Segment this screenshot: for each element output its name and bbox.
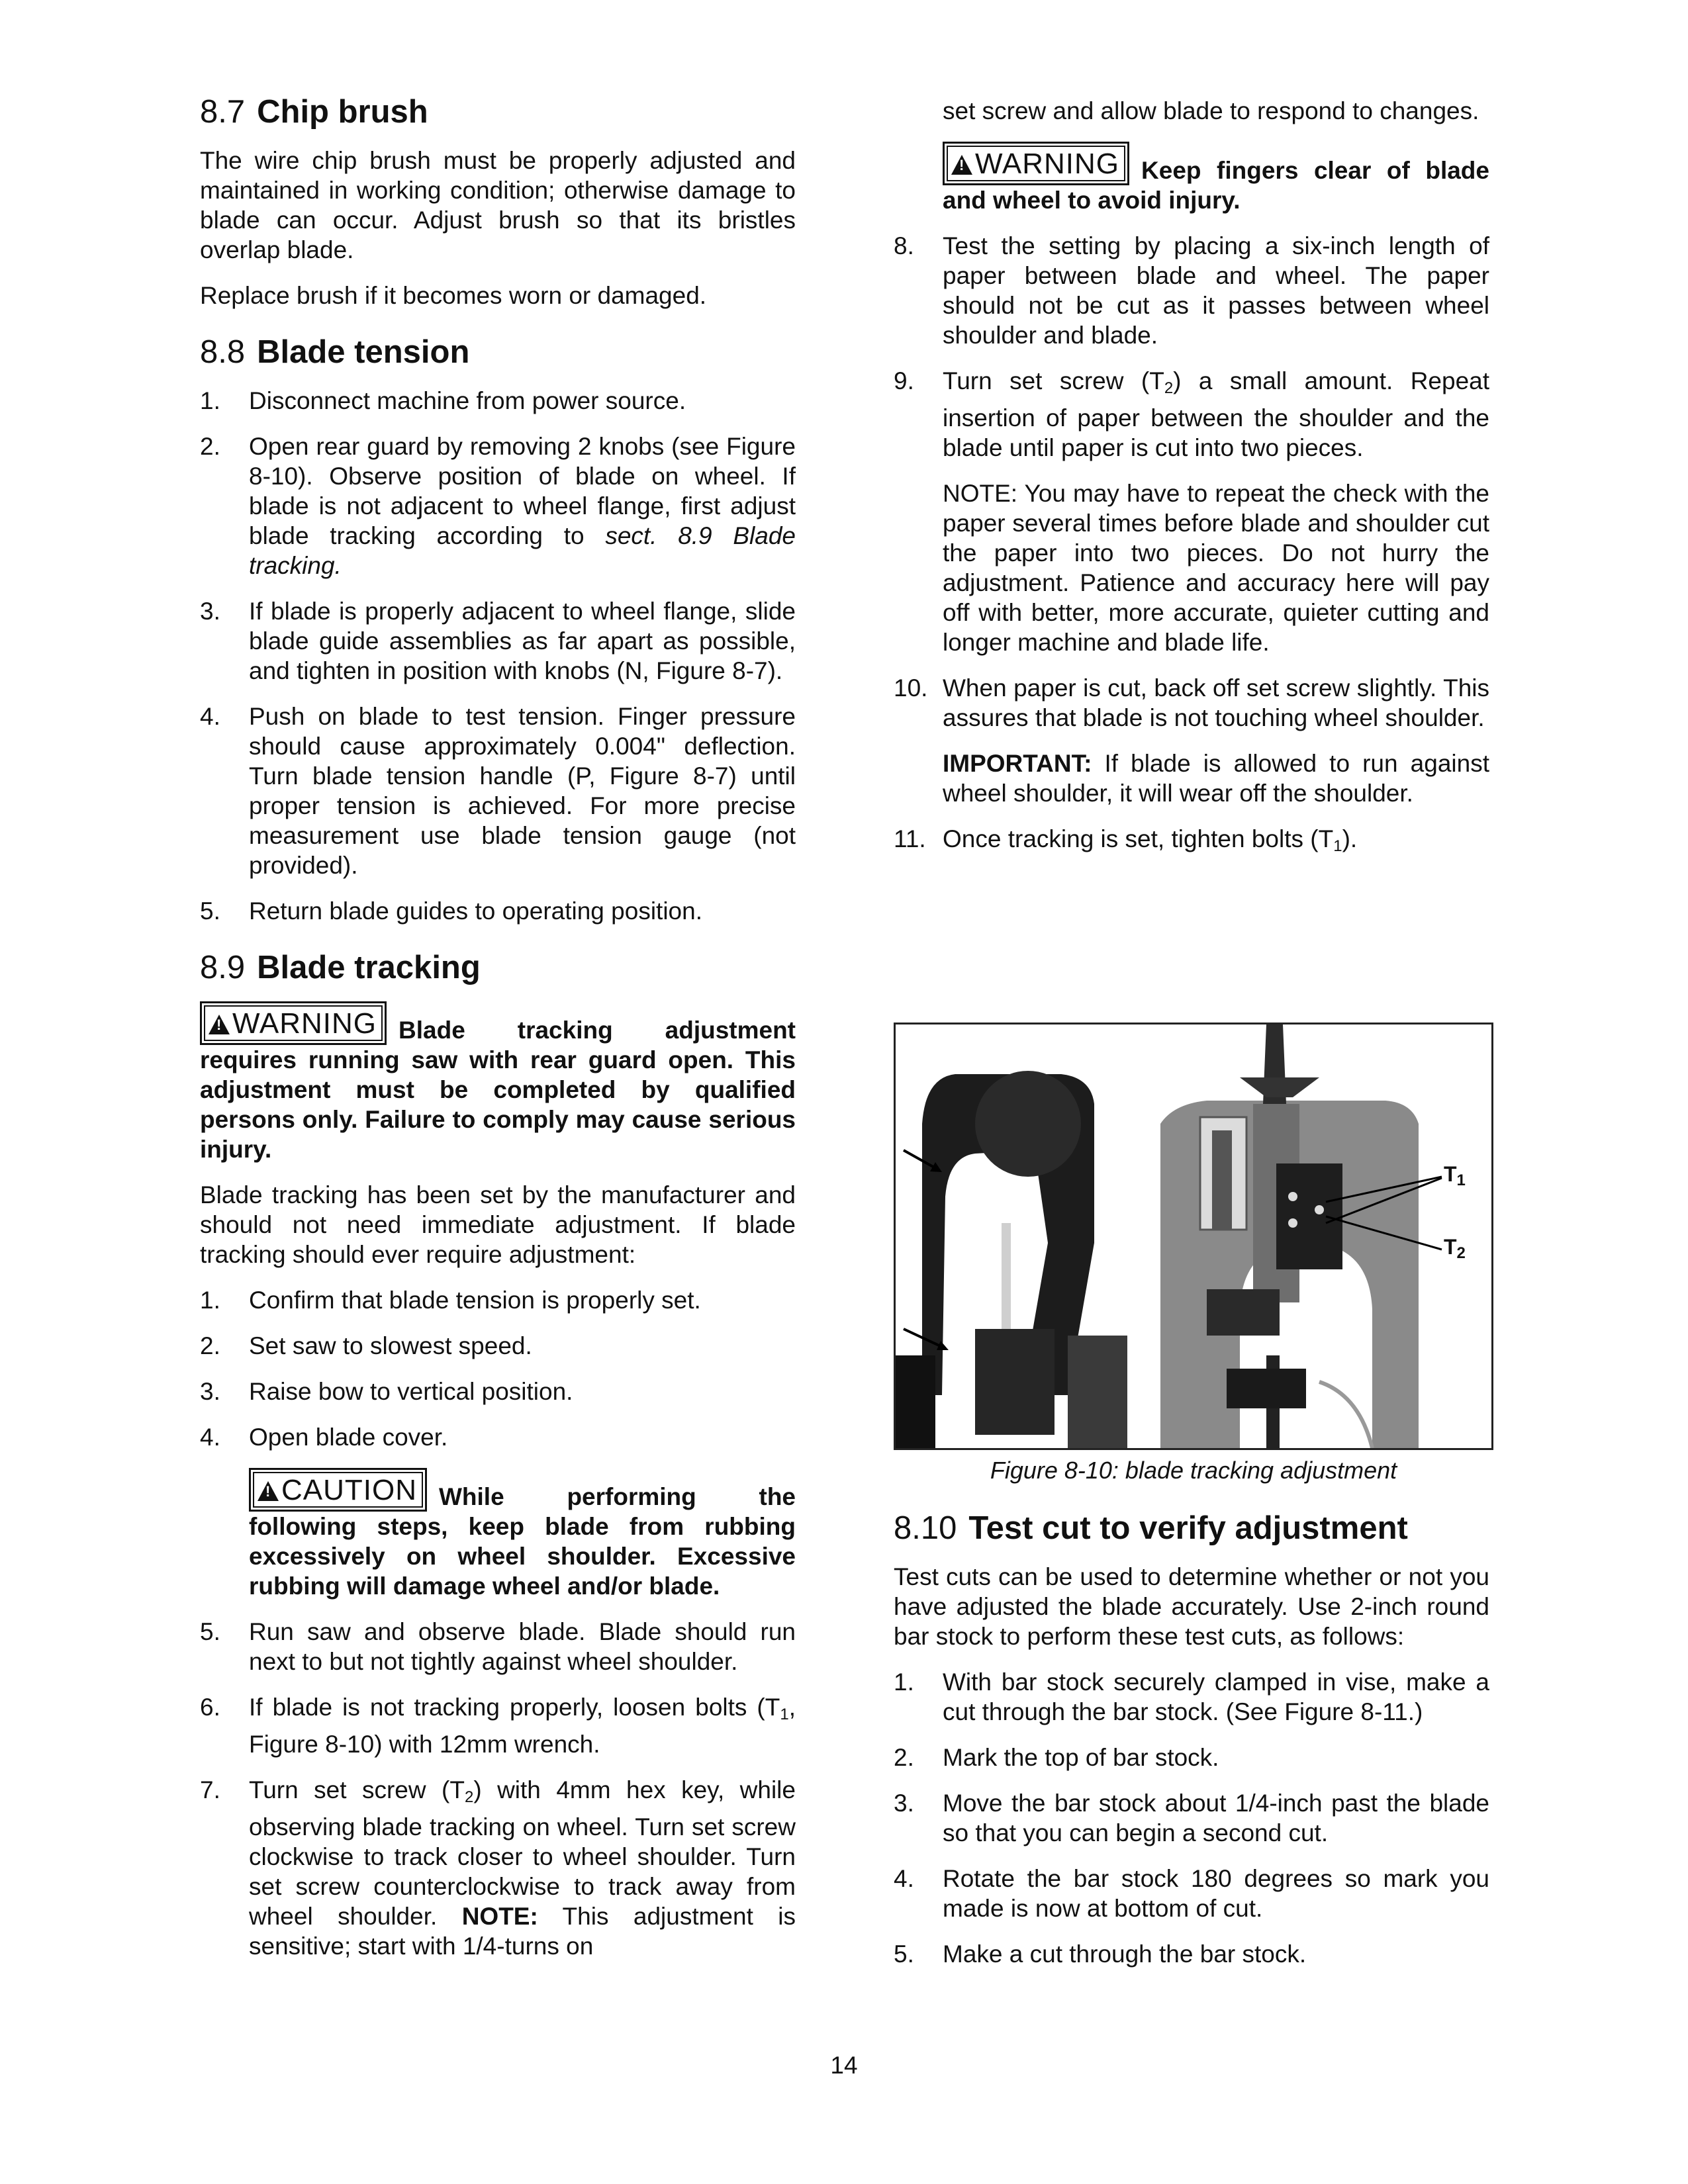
section-title: Blade tension — [257, 334, 470, 370]
list-item: 5. Make a cut through the bar stock. — [894, 1940, 1307, 1968]
step-text: Make a cut through the bar stock. — [943, 1940, 1307, 1968]
page-number: 14 — [830, 2052, 858, 2079]
important-label: IMPORTANT: — [943, 750, 1092, 777]
list-item: 2. Open rear guard by removing 2 knobs (see Figure 8-10). Observe position of blade on wheel. If blade is not adjacent to wheel flange, first adjust blade tracking according to sect. 8.9 Blade tracking. — [200, 433, 796, 579]
warning-triangle-icon — [209, 1015, 230, 1034]
step-text: Return blade guides to operating position. — [249, 897, 702, 925]
step-continuation: set screw and allow blade to respond to changes. — [943, 97, 1479, 124]
list-item: 4. Push on blade to test tension. Finger pressure should cause approximately 0.004" deflection. Turn blade tension handle (P, Figure 8-7) until proper tension is achieved. For more precise measurement use blade tension gauge (not provided). — [200, 703, 796, 879]
caution-triangle-icon — [258, 1481, 279, 1501]
section-blade-tracking — [200, 948, 796, 1961]
step-text: Figure 8-10) with 12mm wrench. — [249, 1731, 600, 1758]
step-text: Once tracking is set, tighten bolts (T — [943, 825, 1334, 852]
list-item: 3. Move the bar stock about 1/4-inch past the blade so that you can begin a second cut. — [894, 1790, 1489, 1846]
right-column-bottom — [894, 1509, 1489, 1985]
step-text: Test the setting by placing a six-inch length of paper between blade and wheel. The paper should not be cut as it passes between wheel shoulder and blade. — [943, 232, 1489, 349]
warning-text: Blade tracking adjustment requires running saw with rear guard open. This adjustment must be completed by qualified persons only. Failure to comply may cause serious injury. — [200, 1017, 796, 1163]
list-item: 4. Rotate the bar stock 180 degrees so mark you made is now at bottom of cut. — [894, 1865, 1489, 1922]
label-t1: $T_1$ — [1444, 1162, 1466, 1189]
figure-blade-tracking — [894, 1023, 1493, 1450]
step-text: Turn set screw (T — [249, 1776, 465, 1803]
section-number: 8.8 — [200, 334, 246, 370]
step-text: Rotate the bar stock 180 degrees so mark you made is now at bottom of cut. — [943, 1865, 1489, 1922]
subscript: 1 — [780, 1706, 789, 1723]
list-item: 5. Return blade guides to operating position. — [200, 897, 702, 925]
warning-triangle-icon — [951, 155, 972, 175]
warning-badge — [200, 1001, 387, 1045]
step-text: ) a small amount. Repeat insertion of paper between the shoulder and the blade until paper is cut into two pieces. — [943, 367, 1490, 461]
step-text: Open blade cover. — [249, 1424, 448, 1451]
caution-badge — [249, 1468, 427, 1512]
list-item: 1. With bar stock securely clamped in vise, make a cut through the bar stock. (See Figure 8-11.) — [894, 1668, 1489, 1725]
section-heading — [894, 1509, 1489, 1547]
bandsaw-photo — [896, 1024, 1491, 1448]
important-paragraph — [943, 749, 1489, 808]
section-number: 8.7 — [200, 94, 246, 130]
step-text: With bar stock securely clamped in vise, make a cut through the bar stock. (See Figure 8-11.) — [943, 1668, 1489, 1725]
caution-block — [249, 1468, 796, 1601]
step-text: Confirm that blade tension is properly set. — [249, 1287, 701, 1314]
list-item: 2. Set saw to slowest speed. — [200, 1332, 532, 1359]
section-heading — [200, 93, 796, 131]
section-heading — [200, 333, 796, 371]
step-text: Open rear guard by removing 2 knobs (see Figure 8-10). Observe position of blade on wheel. If blade is not adjacent to wheel flange, first adjust blade tracking according to — [249, 433, 796, 549]
list-item: 1. Disconnect machine from power source. — [200, 387, 686, 414]
warning-text: Keep fingers clear of blade and wheel to avoid injury. — [943, 157, 1489, 214]
step-text: If blade is not tracking properly, loosen bolts (T — [249, 1694, 780, 1721]
label-t2: $T_2$ — [1444, 1235, 1466, 1262]
step-text: ) with 4mm hex key, while observing blade tracking on wheel. Turn set screw clockwise to track closer to wheel shoulder. Turn set screw counterclockwise to track away from wheel shoulder. — [249, 1776, 796, 1930]
step-list — [894, 1667, 1489, 1969]
step-text: Run saw and observe blade. Blade should run next to but not tightly against wheel shoulder. — [249, 1618, 796, 1675]
list-item: 10. When paper is cut, back off set screw slightly. This assures that blade is not touching wheel shoulder. IMPORTANT: If blade is allowed to run against wheel shoulder, it will wear off the shoulder. — [894, 674, 1489, 807]
important-text: If blade is allowed to run against wheel shoulder, it will wear off the shoulder. — [943, 750, 1489, 807]
list-item: 3. If blade is properly adjacent to wheel flange, slide blade guide assemblies as far apart as possible, and tighten in position with knobs (N, Figure 8-7). — [200, 598, 796, 684]
warning-badge — [943, 142, 1129, 185]
list-item: 3. Raise bow to vertical position. — [200, 1378, 573, 1405]
section-title: Blade tracking — [257, 950, 481, 985]
left-column — [200, 93, 796, 1977]
note-label: NOTE: — [461, 1903, 538, 1930]
section-test-cut — [894, 1509, 1489, 1969]
step-list — [200, 1285, 796, 1961]
figure-caption: Figure 8-10: blade tracking adjustment — [990, 1457, 1397, 1484]
cross-reference: sect. 8.9 Blade tracking. — [249, 522, 796, 579]
list-item: 5. Run saw and observe blade. Blade should run next to but not tightly against wheel shoulder. — [200, 1618, 796, 1675]
step-text: This adjustment is sensitive; start with 1/4-turns on — [249, 1903, 796, 1960]
section-blade-tension — [200, 333, 796, 926]
step-list — [200, 386, 796, 926]
section-title: Test cut to verify adjustment — [968, 1510, 1408, 1546]
list-item: 2. Mark the top of bar stock. — [894, 1744, 1219, 1771]
subscript: 2 — [464, 1788, 474, 1806]
section-number: 8.10 — [894, 1510, 957, 1546]
warning-block — [894, 142, 1489, 215]
list-item: 1. Confirm that blade tension is properly set. — [200, 1287, 701, 1314]
step-text: When paper is cut, back off set screw slightly. This assures that blade is not touching wheel shoulder. — [943, 674, 1489, 731]
step-text: Turn set screw (T — [943, 367, 1164, 394]
step-text: Mark the top of bar stock. — [943, 1744, 1219, 1771]
section-title: Chip brush — [257, 94, 428, 130]
note-paragraph: NOTE: You may have to repeat the check with the paper several times before blade and shoulder cut the paper into two pieces. Do not hurry the adjustment. Patience and accuracy here will pay off with better, more accurate, quieter cutting and longer machine and blade life. — [943, 480, 1489, 656]
warning-block — [200, 1001, 796, 1164]
step-text: Move the bar stock about 1/4-inch past the blade so that you can begin a second cut. — [943, 1790, 1489, 1846]
step-text: Push on blade to test tension. Finger pressure should cause approximately 0.004" deflection. Turn blade tension handle (P, Figure 8-7) until proper tension is achieved. For more precise measurement use blade tension gauge (not provided). — [249, 703, 796, 879]
badge-label: WARNING — [975, 148, 1120, 180]
step-text: Disconnect machine from power source. — [249, 387, 686, 414]
step-text: If blade is properly adjacent to wheel flange, slide blade guide assemblies as far apart as possible, and tighten in position with knobs (N, Figure 8-7). — [249, 598, 796, 684]
right-column — [894, 96, 1489, 877]
section-number: 8.9 — [200, 950, 246, 985]
list-item: 4. Open blade cover. !CAUTION While performing the following steps, keep blade from rubbing excessively on wheel shoulder. Excessive rubbing will damage wheel and/or blade. — [200, 1422, 796, 1601]
subscript: 2 — [1164, 379, 1174, 397]
subscript: 1 — [1333, 837, 1342, 855]
list-item: 7. Turn set screw $(T_2)$ with 4mm hex key, while observing blade tracking on wheel. Turn set screw clockwise to track closer to wheel shoulder. Turn set screw counterclockwise to track away from wheel shoulder. NOTE: This adjustment is sensitive; start with 1/4-turns on — [200, 1776, 796, 1960]
list-item: 11. Once tracking is set, tighten bolts $(T_1)$. — [894, 825, 1358, 855]
paragraph: The wire chip brush must be properly adjusted and maintained in working condition; otherwise damage to blade can occur. Adjust brush so that its bristles overlap blade. — [200, 147, 796, 263]
paragraph: Blade tracking has been set by the manufacturer and should not need immediate adjustment. If blade tracking should ever require adjustment: — [200, 1181, 796, 1268]
step-list — [894, 231, 1489, 861]
step-text: Set saw to slowest speed. — [249, 1332, 532, 1359]
step-text: Raise bow to vertical position. — [249, 1378, 573, 1405]
step-text: ). — [1342, 825, 1358, 852]
paragraph: Replace brush if it becomes worn or damaged. — [200, 282, 707, 309]
list-item: 9. Turn set screw $(T_2)$ a small amount. Repeat insertion of paper between the shoulder and the blade until paper is cut into two pieces. NOTE: You may have to repeat the check with the paper several times before blade and shoulder cut the paper into two pieces. Do not hurry the adjustment. Patience and accuracy here will pay off with better, more accurate, quieter cutting and longer machine and blade life. — [894, 367, 1490, 656]
caution-text: While performing the following steps, keep blade from rubbing excessively on wheel shoulder. Excessive rubbing will damage wheel and/or blade. — [249, 1483, 796, 1600]
list-item: 6. If blade is not tracking properly, loosen bolts ($T_1$, Figure 8-10) with 12mm wrench. — [200, 1694, 796, 1758]
section-chip-brush — [200, 93, 796, 310]
section-heading — [200, 948, 796, 987]
badge-label: CAUTION — [281, 1474, 417, 1506]
list-item: 8. Test the setting by placing a six-inch length of paper between blade and wheel. The paper should not be cut as it passes between wheel shoulder and blade. — [894, 232, 1489, 349]
badge-label: WARNING — [232, 1007, 377, 1040]
paragraph: Test cuts can be used to determine whether or not you have adjusted the blade accurately. Use 2-inch round bar stock to perform these test cuts, as follows: — [894, 1563, 1489, 1650]
